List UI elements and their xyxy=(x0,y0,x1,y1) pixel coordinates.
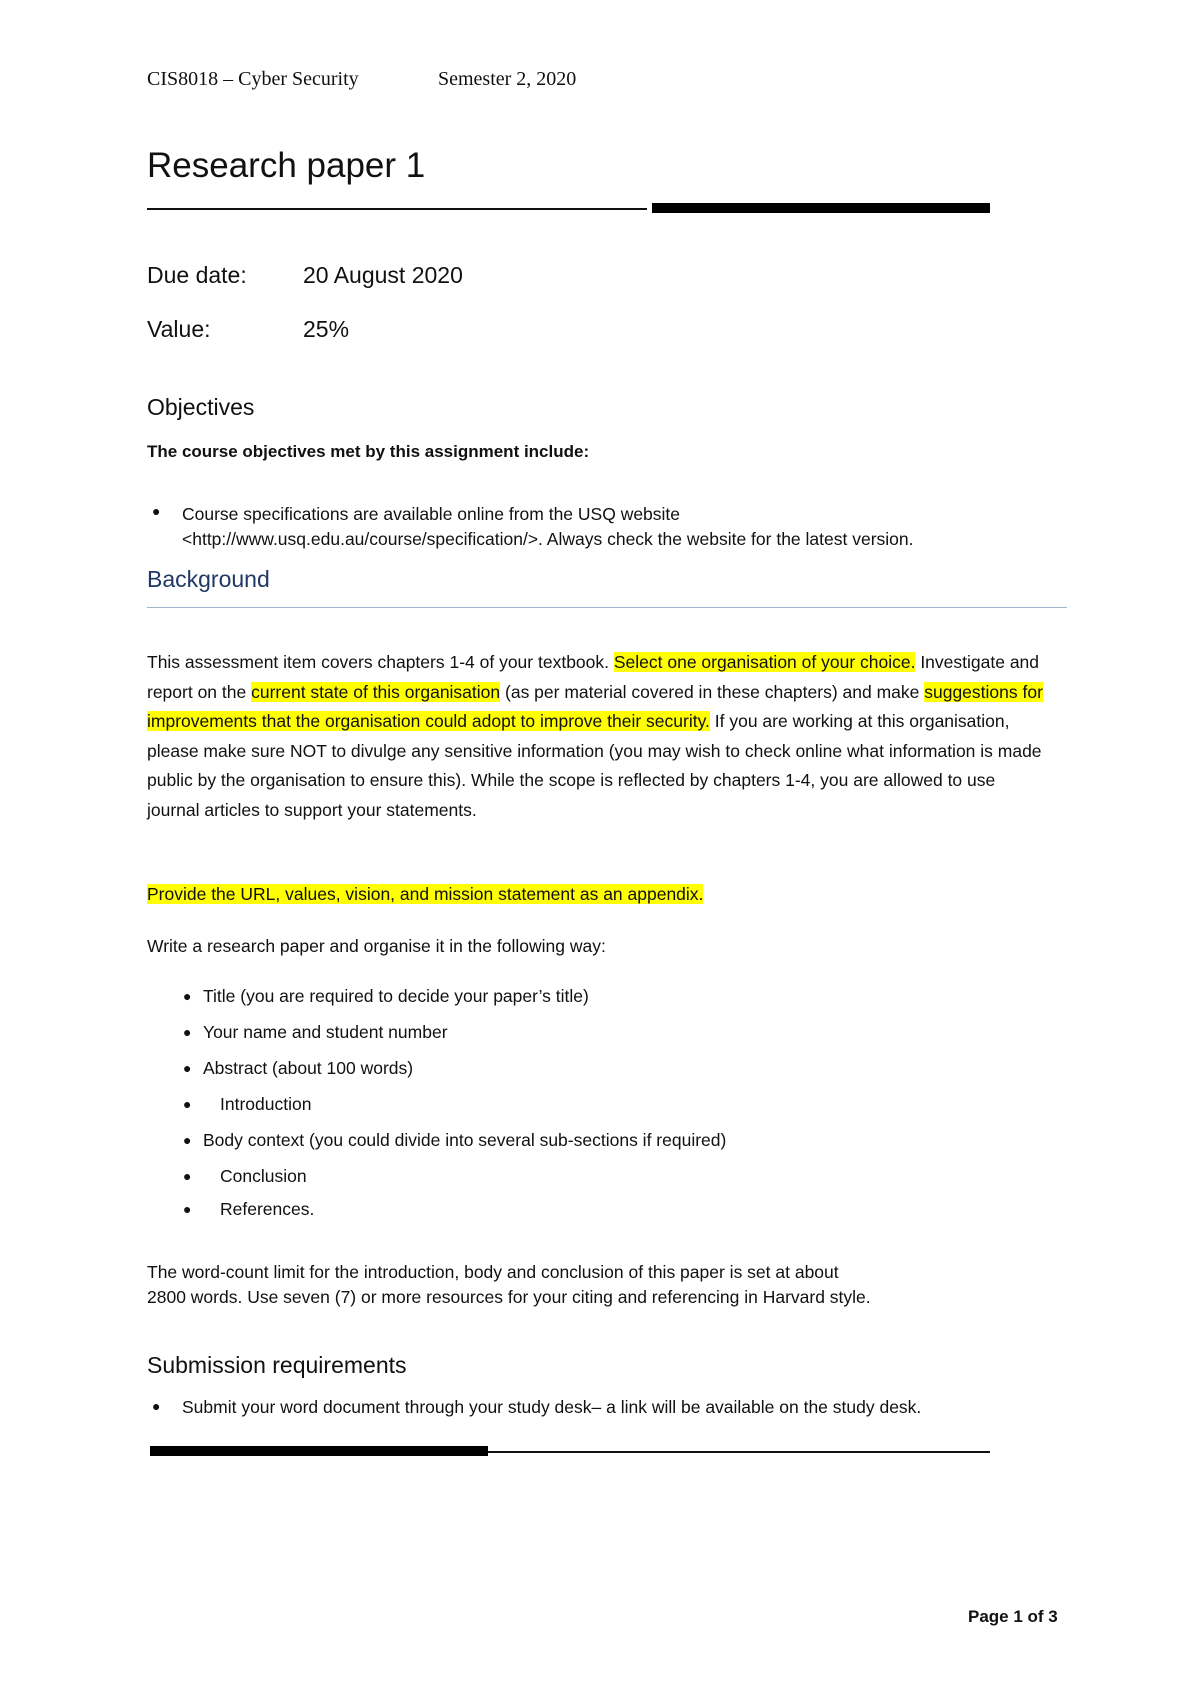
appendix-note-container xyxy=(147,880,1047,910)
bullet-icon: ● xyxy=(183,988,192,1004)
bg-highlight-3: suggestions for improvements that the organisation could adopt to improve their security. xyxy=(147,681,1043,731)
bullet-icon: ● xyxy=(183,1168,192,1184)
background-heading: Background xyxy=(147,566,270,592)
write-intro: Write a research paper and organise it in the following way: xyxy=(147,936,606,956)
word-count-paragraph xyxy=(147,1260,1047,1310)
submission-bullet-text: Submit your word document through your study desk– a link will be available on the study desk. xyxy=(182,1397,922,1417)
background-paragraph xyxy=(147,648,1047,825)
list-item-text: Abstract (about 100 words) xyxy=(203,1058,414,1078)
submission-heading: Submission requirements xyxy=(147,1352,407,1378)
bg-text-1: This assessment item covers chapters 1-4 of your textbook. xyxy=(147,652,614,672)
footer-rule-thick xyxy=(150,1446,488,1456)
background-rule xyxy=(147,607,1067,608)
semester-header: Semester 2, 2020 xyxy=(438,68,577,90)
list-item-text: Title (you are required to decide your paper’s title) xyxy=(203,986,589,1006)
title-rule-thick xyxy=(652,203,990,213)
bullet-icon: ● xyxy=(183,1024,192,1040)
word-count-line2: 2800 words. Use seven (7) or more resources for your citing and referencing in Harvard style. xyxy=(147,1287,871,1307)
list-item-text: Body context (you could divide into several sub-sections if required) xyxy=(203,1130,727,1150)
bullet-icon: ● xyxy=(152,503,161,519)
list-item-text: Conclusion xyxy=(220,1166,307,1186)
appendix-note: Provide the URL, values, vision, and mission statement as an appendix. xyxy=(147,884,704,904)
objectives-intro: The course objectives met by this assignment include: xyxy=(147,442,590,461)
value-label: Value: xyxy=(147,316,211,342)
bg-highlight-2: current state of this organisation xyxy=(251,681,501,702)
objectives-bullet-text xyxy=(182,502,1082,552)
objectives-bullet-line2: <http://www.usq.edu.au/course/specification/>. Always check the website for the latest version. xyxy=(182,529,914,549)
course-header: CIS8018 – Cyber Security xyxy=(147,68,359,90)
due-date-value: 20 August 2020 xyxy=(303,262,463,288)
list-item-text: Your name and student number xyxy=(203,1022,448,1042)
list-item-text: References. xyxy=(220,1199,315,1219)
due-date-label: Due date: xyxy=(147,262,247,288)
word-count-line1: The word-count limit for the introduction, body and conclusion of this paper is set at about xyxy=(147,1262,839,1282)
page-title: Research paper 1 xyxy=(147,146,426,185)
bullet-icon: ● xyxy=(152,1398,161,1414)
bullet-icon: ● xyxy=(183,1096,192,1112)
bullet-icon: ● xyxy=(183,1060,192,1076)
bg-text-2: Investigate and report on the xyxy=(147,652,1040,702)
objectives-heading: Objectives xyxy=(147,394,255,420)
value-value: 25% xyxy=(303,316,350,342)
list-item-text: Introduction xyxy=(220,1094,312,1114)
footer-rule-thin xyxy=(488,1451,990,1453)
bg-highlight-1: Select one organisation of your choice. xyxy=(613,652,916,672)
title-rule-thin xyxy=(147,208,647,210)
bg-text-3: (as per material covered in these chapters) and make xyxy=(500,681,925,702)
bullet-icon: ● xyxy=(183,1201,192,1217)
bg-text-4: If you are working at this organisation, please make sure NOT to divulge any sensitive information (you may wish to check online what information is made public by the organisation to ensure this). While the scope is reflected by chapters 1-4, you are allowed to use journal articles to support your statements. xyxy=(147,711,1042,820)
objectives-bullet-line1: Course specifications are available online from the USQ website xyxy=(182,504,681,524)
bullet-icon: ● xyxy=(183,1132,192,1148)
page-number: Page 1 of 3 xyxy=(968,1607,1058,1626)
